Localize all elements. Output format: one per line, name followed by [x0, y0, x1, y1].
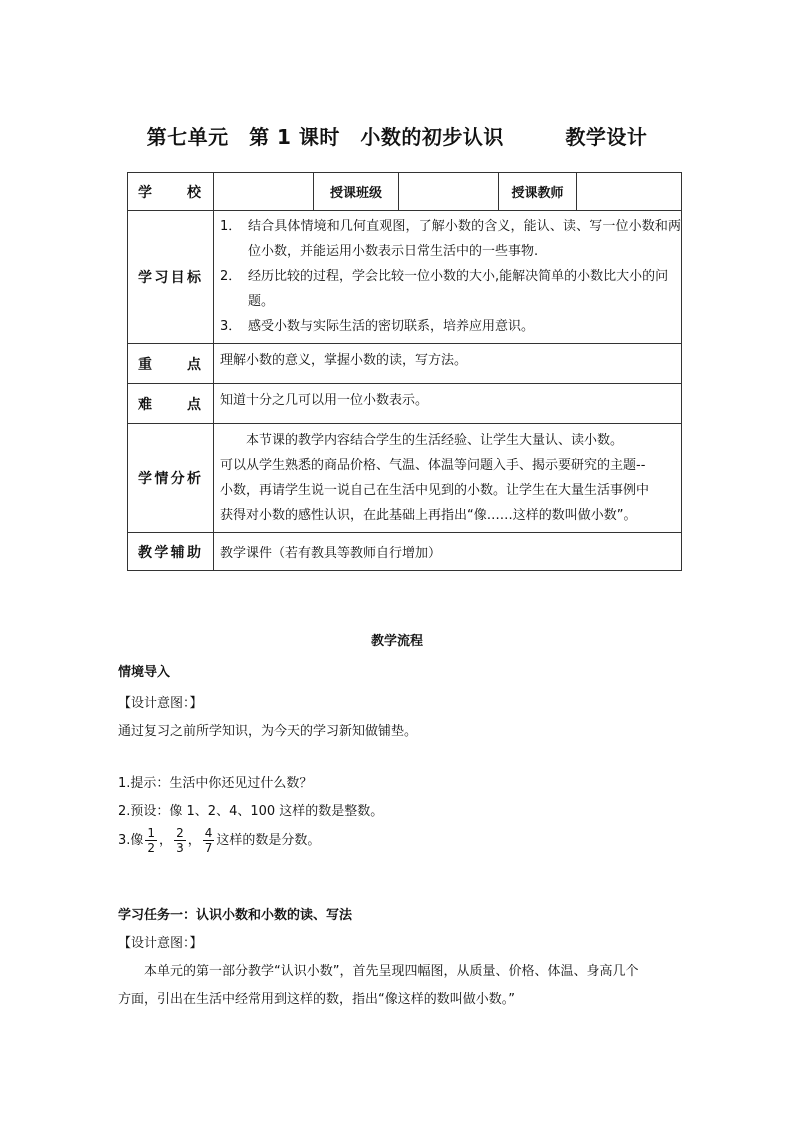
class-label: 授课班级	[314, 173, 399, 211]
goals-cell	[214, 211, 682, 344]
teacher-label: 授课教师	[499, 173, 577, 211]
difficulty-label: 难 点	[128, 384, 214, 424]
goal-item: 1． 结合具体情境和几何直观图，了解小数的含义，能认、读、写一位小数和两位小数，并能运用小数表示日常生活中的一些事物.	[220, 219, 681, 259]
key-point-label: 重 点	[128, 344, 214, 384]
goal-item: 2． 经历比较的过程，学会比较一位小数的大小,能解决简单的小数比大小的问题。	[220, 269, 669, 309]
design-intent-label-2: 【设计意图：】	[118, 936, 203, 951]
step-2: 2.预设：像 1、2、4、100 这样的数是整数。	[118, 804, 384, 819]
key-point-text: 理解小数的意义，掌握小数的读，写方法。	[214, 344, 682, 384]
goal-item: 3． 感受小数与实际生活的密切联系，培养应用意识。	[220, 319, 535, 334]
intro-text: 通过复习之前所学知识，为今天的学习新知做铺垫。	[118, 724, 418, 739]
analysis-label: 学情分析	[128, 424, 214, 533]
analysis-line: 获得对小数的感性认识，在此基础上再指出“像……这样的数叫做小数”。	[220, 508, 637, 523]
goals-label: 学习目标	[128, 211, 214, 344]
task1-heading: 学习任务一：认识小数和小数的读、写法	[118, 908, 353, 923]
analysis-cell	[214, 424, 682, 533]
analysis-line: 小数，再请学生说一说自己在生活中见到的小数。让学生在大量生活事例中	[220, 483, 650, 498]
analysis-line: 本节课的教学内容结合学生的生活经验、让学生大量认、读小数。	[246, 433, 624, 448]
fraction: $\frac{1}{2}$	[147, 826, 156, 855]
page-title: 第七单元 第 1 课时 小数的初步认识 教学设计	[146, 125, 648, 149]
fraction: $\frac{2}{3}$	[176, 826, 184, 855]
teacher-value[interactable]	[577, 173, 682, 211]
school-value[interactable]	[214, 173, 314, 211]
task1-text-line: 本单元的第一部分教学“认识小数”，首先呈现四幅图，从质量、价格、体温、身高几个	[144, 964, 639, 979]
intro-heading: 情境导入	[118, 665, 171, 680]
design-intent-label: 【设计意图：】	[118, 696, 203, 711]
difficulty-text: 知道十分之几可以用一位小数表示。	[214, 384, 682, 424]
aid-label: 教学辅助	[128, 533, 214, 571]
aid-text: 教学课件（若有教具等教师自行增加）	[214, 533, 682, 571]
step-1: 1.提示：生活中你还见过什么数？	[118, 776, 313, 791]
analysis-line: 可以从学生熟悉的商品价格、气温、体温等问题入手、揭示要研究的主题--	[220, 458, 646, 473]
lesson-info-table	[127, 172, 682, 571]
school-label: 学 校	[128, 173, 214, 211]
task1-text-line: 方面，引出在生活中经常用到这样的数，指出“像这样的数叫做小数。”	[118, 992, 515, 1007]
flow-title: 教学流程	[370, 634, 423, 649]
fraction: $\frac{4}{7}$	[204, 826, 213, 855]
step-3: 3.像 $\frac{1}{2}$ ， $\frac{2}{3}$ ， $\frac{4}{7}$ 这样的数是分数。	[118, 826, 321, 855]
class-value[interactable]	[399, 173, 499, 211]
